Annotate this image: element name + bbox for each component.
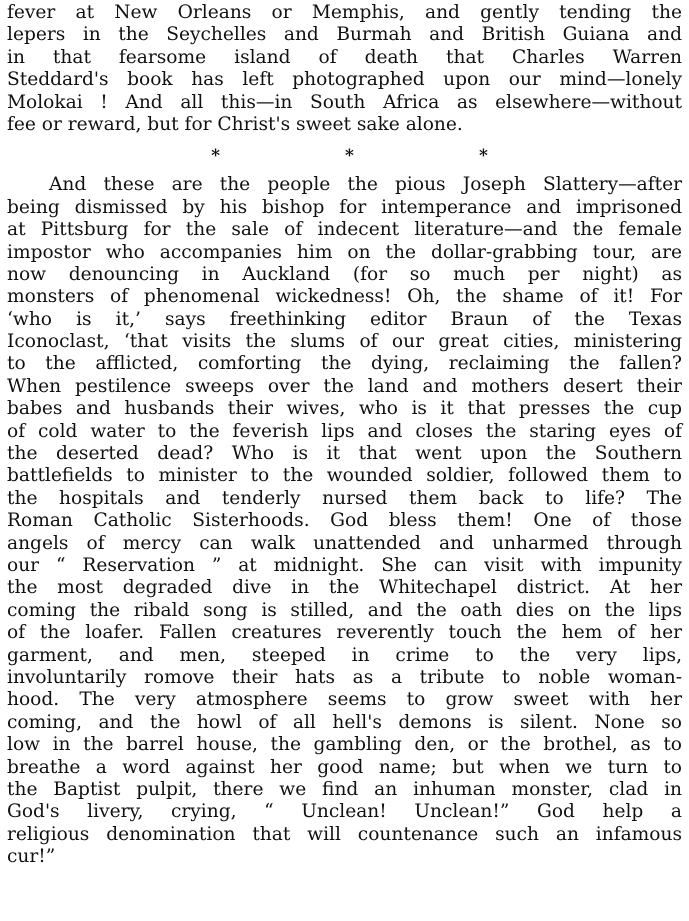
text-line: the hospitals and tenderly nursed them back to life? The [7, 487, 682, 509]
text-line: involuntarily romove their hats as a tribute to noble woman- [7, 666, 682, 688]
text-line: lepers in the Seychelles and Burmah and British Guiana and [7, 24, 682, 46]
text-line: Steddard's book has left photographed upon our mind—lonely [7, 69, 682, 91]
text-line: garment, and men, steeped in crime to the very lips, [7, 644, 682, 666]
text-line: God's livery, crying, “ Unclean! Unclean!” God help a [7, 801, 682, 823]
text-line: fever at New Orleans or Memphis, and gently tending the [7, 2, 682, 23]
text-line: in that fearsome island of death that Charles Warren [7, 46, 682, 68]
document-page [7, 2, 682, 868]
text-line: our “ Reservation ” at midnight. She can visit with impunity [7, 554, 682, 576]
text-line: monsters of phenomenal wickedness! Oh, the shame of it! For [7, 286, 682, 308]
text-line: at Pittsburg for the sale of indecent literature—and the female [7, 219, 682, 241]
text-line: now denouncing in Auckland (for so much per night) as [7, 263, 682, 285]
text-line: When pestilence sweeps over the land and mothers desert their [7, 375, 682, 397]
text-line: Molokai ! And all this—in South Africa as elsewhere—without [7, 91, 682, 113]
text-line: religious denomination that will countenance such an infamous [7, 823, 682, 845]
text-line: battlefields to minister to the wounded soldier, followed them to [7, 465, 682, 487]
text-line: impostor who accompanies him on the dollar-grabbing tour, are [7, 241, 682, 263]
text-line: being dismissed by his bishop for intemperance and imprisoned [7, 196, 682, 218]
text-line: And these are the people the pious Joseph Slattery—after [49, 174, 682, 196]
text-line: hood. The very atmosphere seems to grow sweet with her [7, 689, 682, 711]
section-separator [7, 138, 682, 174]
text-line: low in the barrel house, the gambling den, or the brothel, as to [7, 734, 682, 756]
text-line: coming the ribald song is stilled, and the oath dies on the lips [7, 599, 682, 621]
asterisk-mark: * [478, 145, 488, 166]
text-line: angels of mercy can walk unattended and unharmed through [7, 532, 682, 554]
text-line: fee or reward, but for Christ's sweet sake alone. [7, 113, 463, 135]
text-line: ‘who is it,’ says freethinking editor Braun of the Texas [7, 308, 682, 330]
asterisk-mark: * [211, 145, 221, 166]
text-line: coming, and the howl of all hell's demons is silent. None so [7, 711, 682, 733]
text-line: breathe a word against her good name; but when we turn to [7, 756, 682, 778]
text-line: cur!” [7, 846, 56, 868]
text-line: the deserted dead? Who is it that went upon the Southern [7, 443, 682, 465]
text-line: the Baptist pulpit, there we find an inhuman monster, clad in [7, 778, 682, 800]
text-line: babes and husbands their wives, who is it that presses the cup [7, 398, 682, 420]
text-line: of cold water to the feverish lips and closes the staring eyes of [7, 420, 682, 442]
text-line: the most degraded dive in the Whitechapel district. At her [7, 577, 682, 599]
text-line: to the afflicted, comforting the dying, reclaiming the fallen? [7, 353, 682, 375]
paragraph-lepers [7, 2, 682, 136]
text-line: of the loafer. Fallen creatures reverently touch the hem of her [7, 622, 682, 644]
paragraph-slattery [7, 174, 682, 868]
text-line: Roman Catholic Sisterhoods. God bless them! One of those [7, 510, 682, 532]
text-line: Iconoclast, ‘that visits the slums of our great cities, ministering [7, 331, 682, 353]
asterisk-mark: * [345, 145, 354, 166]
